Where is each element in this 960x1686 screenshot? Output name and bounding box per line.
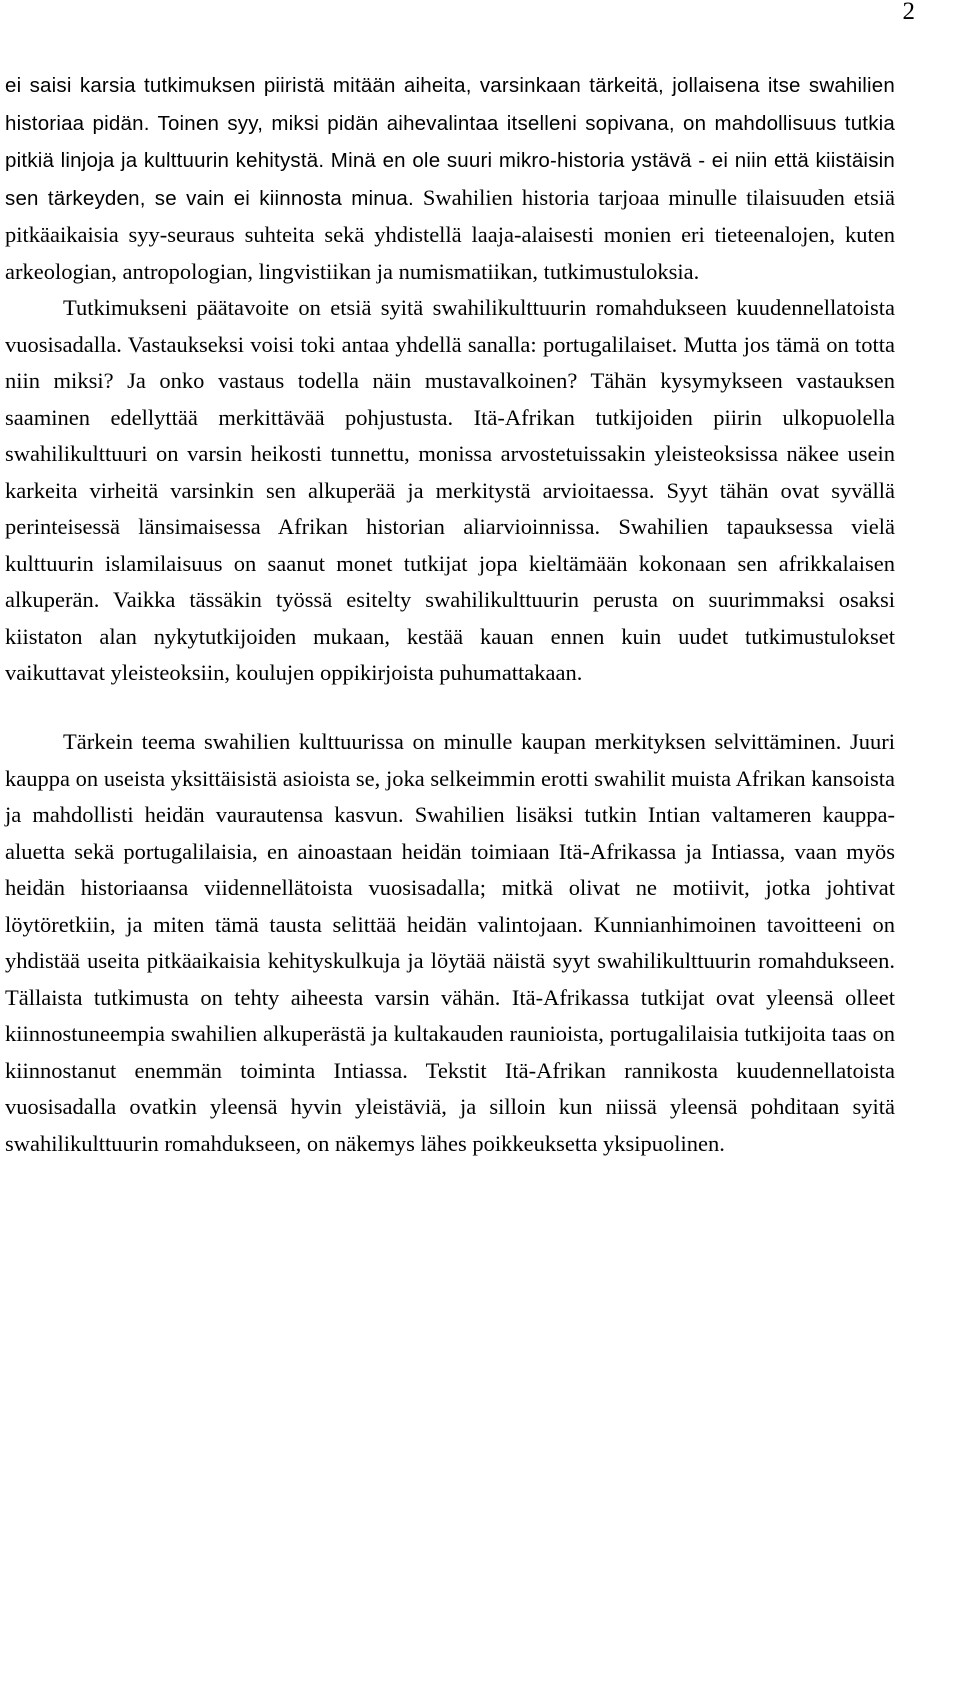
paragraph-trade-theme: Tärkein teema swahilien kulttuurissa on minulle kaupan merkityksen selvittäminen. Juuri kauppa on useista yksittäisistä asioista se, joka selkeimmin erotti swahilit muista Afrikan kansoista ja mahdollisti heidän vaurautensa kasvun. Swahilien lisäksi tutkin Intian valtameren kauppa-aluetta sekä portugalilaisia, en ainoastaan heidän toimiaan Itä-Afrikassa ja Intiassa, vaan myös heidän historiaansa viidennellätoista vuosisadalla; mitkä olivat ne motiivit, jotka johtivat löytöretkiin, ja miten tämä tausta selittää heidän valintojaan. Kunnianhimoinen tavoitteeni on yhdistää useita pitkäaikaisia kehityskulkuja ja löytää näistä syyt swahilikulttuurin romahdukseen. Tällaista tutkimusta on tehty aiheesta varsin vähän. Itä-Afrikassa tutkijat ovat yleensä olleet kiinnostuneempia swahilien alkuperästä ja kultakauden raunioista, portugalilaisia tutkijoita taas on kiinnostanut enemmän toiminta Intiassa. Tekstit Itä-Afrikan rannikosta kuudennellatoista vuosisadalla ovatkin yleensä hyvin yleistäviä, ja silloin kun niissä yleensä pohditaan syitä swahilikulttuurin romahdukseen, on näkemys lähes poikkeuksetta yksipuolinen. — [5, 729, 895, 1156]
paragraph-intro — [5, 67, 895, 692]
paragraph-research-goal: Tutkimukseni päätavoite on etsiä syitä swahilikulttuurin romahdukseen kuudennellatoista vuosisadalla. Vastaukseksi voisi toki antaa yhdellä sanalla: portugalilaiset. Mutta jos tämä on totta niin miksi? Ja onko vastaus todella näin mustavalkoinen? Tähän kysymykseen vastauksen saaminen edellyttää merkittävää pohjustusta. Itä-Afrikan tutkijoiden piirin ulkopuolella swahilikulttuuri on varsin heikosti tunnettu, monissa arvostetuissakin yleisteoksissa näkee usein karkeita virheitä varsinkin sen alkuperää ja merkitystä arvioitaessa. Syyt tähän ovat syvällä perinteisessä länsimaisessa Afrikan historian aliarvioinnissa. Swahilien tapauksessa vielä kulttuurin islamilaisuus on saanut monet tutkijat jopa kieltämään kokonaan sen afrikkalaisen alkuperän. Vaikka tässäkin työssä esitelty swahilikulttuurin perusta on suurimmaksi osaksi kiistaton alan nykytutkijoiden mukaan, kestää kauan ennen kuin uudet tutkimustulokset vaikuttavat yleisteoksiin, koulujen oppikirjoista puhumattakaan. — [5, 295, 895, 685]
page-number: 2 — [902, 0, 915, 25]
paragraph-intro-sans-segment: ei saisi karsia tutkimuksen piiristä mitään aiheita, varsinkaan tärkeitä, jollaisena itse swahilien historiaa pidän. Toinen syy, miksi pidän aihevalintaa itselleni sopivana, on mahdollisuus tutkia pitkiä linjoja ja kulttuurin kehitystä. Minä en ole suuri mikro-historia ystävä - ei niin että kiistäisin sen tärkeyden, se vain ei kiinnosta minua. — [5, 74, 895, 210]
paragraph-intro-serif-segment: Swahilien historia tarjoaa minulle tilaisuuden etsiä pitkäaikaisia syy-seuraus suhteita sekä yhdistellä laaja-alaisesti monien eri tieteenalojen, kuten arkeologian, antropologian, lingvistiikan ja numismatiikan, tutkimustuloksia. — [5, 184, 895, 284]
